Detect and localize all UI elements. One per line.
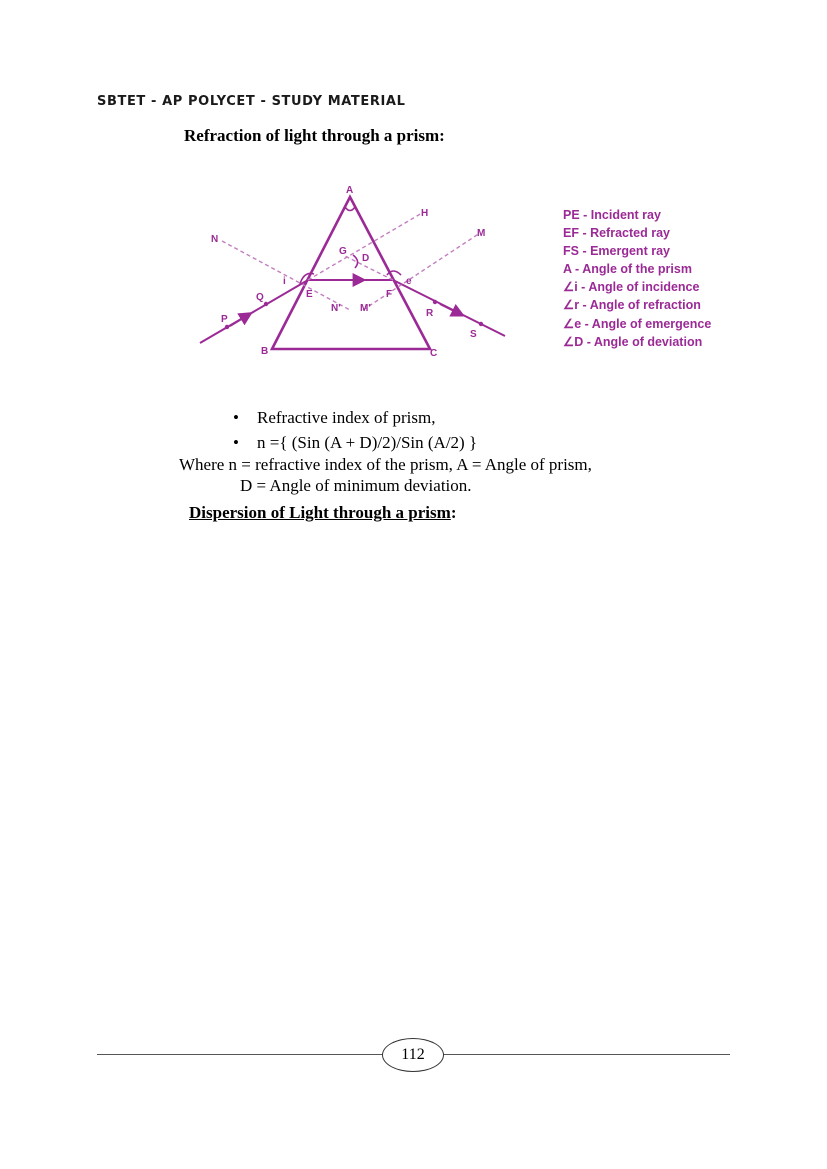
label-n: N xyxy=(211,234,219,245)
label-g: G xyxy=(339,246,347,257)
label-q: Q xyxy=(256,292,264,303)
apex-angle-arc xyxy=(345,207,355,211)
point-r xyxy=(433,300,437,304)
legend-item: ∠i - Angle of incidence xyxy=(563,280,700,295)
label-h: H xyxy=(421,208,429,219)
label-c: C xyxy=(430,348,438,359)
running-header: SBTET - AP POLYCET - STUDY MATERIAL xyxy=(97,94,406,109)
label-b: B xyxy=(261,346,269,357)
definition-line: D = Angle of minimum deviation. xyxy=(240,476,472,495)
point-p xyxy=(225,325,229,329)
page-number: 112 xyxy=(382,1038,444,1072)
footer-rule-left xyxy=(97,1054,385,1055)
legend-item: A - Angle of the prism xyxy=(563,262,692,277)
incident-ray-arrow xyxy=(230,315,248,326)
point-q xyxy=(264,302,268,306)
bullet-list xyxy=(233,405,477,455)
legend-item: ∠D - Angle of deviation xyxy=(563,334,703,349)
prism-triangle xyxy=(272,197,430,349)
subsection-colon: : xyxy=(450,503,457,522)
legend-item: FS - Emergent ray xyxy=(563,244,670,259)
footer-rule-right xyxy=(441,1054,730,1055)
section-heading: Refraction of light through a prism: xyxy=(184,126,445,145)
legend-item: EF - Refracted ray xyxy=(563,226,670,241)
label-s: S xyxy=(470,329,477,340)
label-r: R xyxy=(426,308,434,319)
bullet-item: • n ={ (Sin (A + D)/2)/Sin (A/2) } xyxy=(233,430,477,455)
label-a: A xyxy=(346,185,354,196)
label-n-prime: N' xyxy=(331,303,341,314)
point-s xyxy=(479,322,483,326)
label-e-upper: E xyxy=(306,289,313,300)
label-p: P xyxy=(221,314,228,325)
label-m-prime: M' xyxy=(360,303,371,314)
label-m: M xyxy=(477,228,486,239)
label-f: F xyxy=(386,289,393,300)
subsection-heading xyxy=(189,503,456,523)
legend-item: ∠r - Angle of refraction xyxy=(563,298,701,313)
label-e-lower: e xyxy=(406,276,412,287)
normal-right xyxy=(363,233,480,310)
legend-item: PE - Incident ray xyxy=(563,208,661,222)
subsection-title: Dispersion of Light through a prism xyxy=(189,503,451,522)
normal-left xyxy=(222,241,350,310)
bullet-item: • Refractive index of prism, xyxy=(233,405,477,430)
diagram-legend xyxy=(563,206,712,351)
legend-item: ∠e - Angle of emergence xyxy=(563,316,712,331)
label-i: i xyxy=(283,276,286,287)
definition-line: Where n = refractive index of the prism, A = Angle of prism, xyxy=(179,455,592,474)
label-d: D xyxy=(362,253,370,264)
emergent-ray-arrow xyxy=(440,304,460,314)
